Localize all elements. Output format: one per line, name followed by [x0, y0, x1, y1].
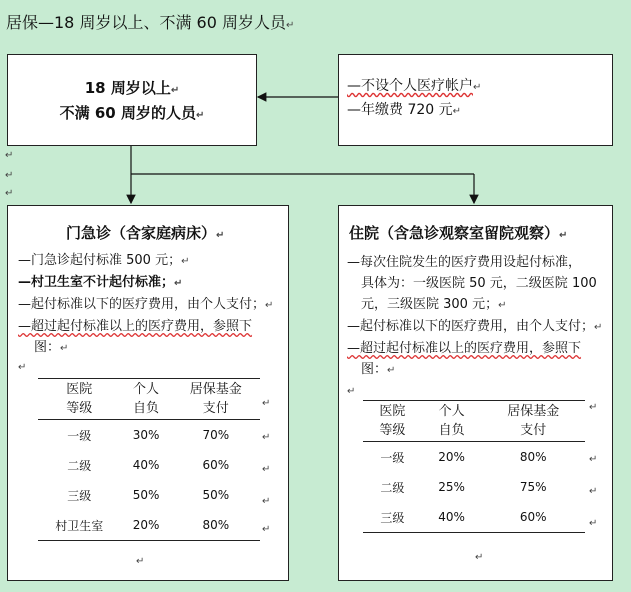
- inpatient-rules: [347, 252, 602, 381]
- outpatient-title: 门急诊（含家庭病床）↵: [66, 224, 225, 242]
- paragraph-mark-icon: ↵: [216, 230, 225, 241]
- table-cell: 一级: [380, 450, 405, 465]
- paragraph-mark-icon: ↵: [347, 386, 356, 397]
- paragraph-mark-icon: ↵: [452, 106, 462, 117]
- paragraph-mark-icon: ↵: [136, 556, 145, 567]
- table-cell: 50%: [132, 488, 160, 502]
- paragraph-mark-icon: ↵: [170, 85, 180, 96]
- paragraph-mark-icon: ↵: [498, 300, 507, 311]
- paragraph-mark-icon: ↵: [589, 454, 598, 465]
- outpatient-rule-line: —超过起付标准以上的医疗费用，参照下: [18, 319, 253, 334]
- target-group-line2: 不满 60 周岁的人员↵: [59, 104, 205, 122]
- outpatient-box: [7, 205, 289, 581]
- table-cell: 25%: [438, 480, 465, 494]
- table-row: [38, 450, 260, 480]
- table-cell: 75%: [519, 480, 547, 494]
- paragraph-mark-icon: ↵: [594, 322, 603, 333]
- table-row: [38, 480, 260, 510]
- paragraph-mark-icon: ↵: [5, 170, 14, 181]
- paragraph-mark-icon: ↵: [265, 300, 274, 311]
- table-cell: 一级: [67, 428, 92, 443]
- table-cell: 40%: [132, 458, 160, 472]
- target-group-box: [7, 54, 257, 146]
- paragraph-mark-icon: ↵: [262, 524, 271, 535]
- column-header: 个人 自负: [133, 382, 160, 416]
- inpatient-rule-line: —起付标准以下的医疗费用，由个人支付；↵: [347, 319, 603, 334]
- paragraph-mark-icon: ↵: [60, 343, 69, 354]
- account-info-box: [338, 54, 613, 146]
- inpatient-rate-table: [363, 400, 585, 533]
- inpatient-rule-line: 具体为：一级医院 50 元，二级医院 100: [361, 276, 597, 291]
- outpatient-rules: [18, 250, 273, 359]
- table-cell: 二级: [67, 458, 92, 473]
- table-cell: 80%: [202, 518, 230, 532]
- paragraph-mark-icon: ↵: [262, 464, 271, 475]
- outpatient-rule-line: —起付标准以下的医疗费用，由个人支付；↵: [18, 297, 274, 312]
- account-info-line2: —年缴费 720 元↵: [347, 102, 462, 118]
- paragraph-mark-icon: ↵: [195, 110, 205, 121]
- table-row: [363, 472, 585, 502]
- column-header: 医院 等级: [379, 404, 406, 438]
- inpatient-title: 住院（含急诊观察室留院观察）↵: [349, 224, 568, 242]
- table-cell: 50%: [202, 488, 230, 502]
- table-row: [363, 502, 585, 533]
- paragraph-mark-icon: ↵: [589, 402, 598, 413]
- table-cell: 二级: [380, 480, 405, 495]
- inpatient-rule-line: 元，三级医院 300 元；↵: [361, 297, 507, 312]
- table-row: [38, 420, 260, 451]
- paragraph-mark-icon: ↵: [18, 362, 27, 373]
- column-header: 医院 等级: [66, 382, 93, 416]
- inpatient-box: [338, 205, 613, 581]
- column-header: 居保基金 支付: [507, 404, 560, 438]
- table-cell: 20%: [438, 450, 465, 464]
- column-header: 居保基金 支付: [189, 382, 242, 416]
- outpatient-rule-line: —门急诊起付标准 500 元；↵: [18, 253, 190, 268]
- table-cell: 70%: [202, 428, 230, 442]
- page-title: 居保—18 周岁以上、不满 60 周岁人员↵: [6, 13, 295, 32]
- table-header-row: [38, 379, 260, 420]
- column-header: 个人 自负: [438, 404, 465, 438]
- paragraph-mark-icon: ↵: [473, 82, 482, 93]
- table-cell: 60%: [519, 510, 547, 524]
- paragraph-mark-icon: ↵: [5, 188, 14, 199]
- table-cell: 三级: [380, 510, 405, 525]
- inpatient-rule-line: 图：↵: [361, 362, 396, 377]
- paragraph-mark-icon: ↵: [5, 150, 14, 161]
- paragraph-mark-icon: ↵: [285, 20, 295, 31]
- paragraph-mark-icon: ↵: [589, 518, 598, 529]
- paragraph-mark-icon: ↵: [387, 365, 396, 376]
- inpatient-rule-line: —超过起付标准以上的医疗费用，参照下: [347, 341, 582, 356]
- paragraph-mark-icon: ↵: [475, 552, 484, 563]
- table-cell: 30%: [132, 428, 160, 442]
- table-cell: 40%: [438, 510, 465, 524]
- table-cell: 三级: [67, 488, 92, 503]
- table-cell: 村卫生室: [55, 518, 104, 533]
- outpatient-rate-table: [38, 378, 260, 541]
- paragraph-mark-icon: ↵: [181, 256, 190, 267]
- target-group-line1: 18 周岁以上↵: [84, 79, 180, 97]
- paragraph-mark-icon: ↵: [262, 496, 271, 507]
- table-row: [38, 510, 260, 541]
- paragraph-mark-icon: ↵: [559, 230, 568, 241]
- paragraph-mark-icon: ↵: [174, 278, 183, 289]
- table-cell: 60%: [202, 458, 230, 472]
- paragraph-mark-icon: ↵: [262, 398, 271, 409]
- table-row: [363, 442, 585, 473]
- paragraph-mark-icon: ↵: [589, 486, 598, 497]
- account-info-line1: —不设个人医疗帐户↵: [347, 78, 482, 94]
- table-cell: 20%: [132, 518, 160, 532]
- inpatient-rule-line: —每次住院发生的医疗费用设起付标准，: [347, 255, 582, 270]
- outpatient-rule-line: —村卫生室不计起付标准；↵: [18, 275, 183, 290]
- paragraph-mark-icon: ↵: [262, 432, 271, 443]
- table-cell: 80%: [519, 450, 547, 464]
- outpatient-rule-line: 图：↵: [34, 340, 69, 355]
- table-header-row: [363, 401, 585, 442]
